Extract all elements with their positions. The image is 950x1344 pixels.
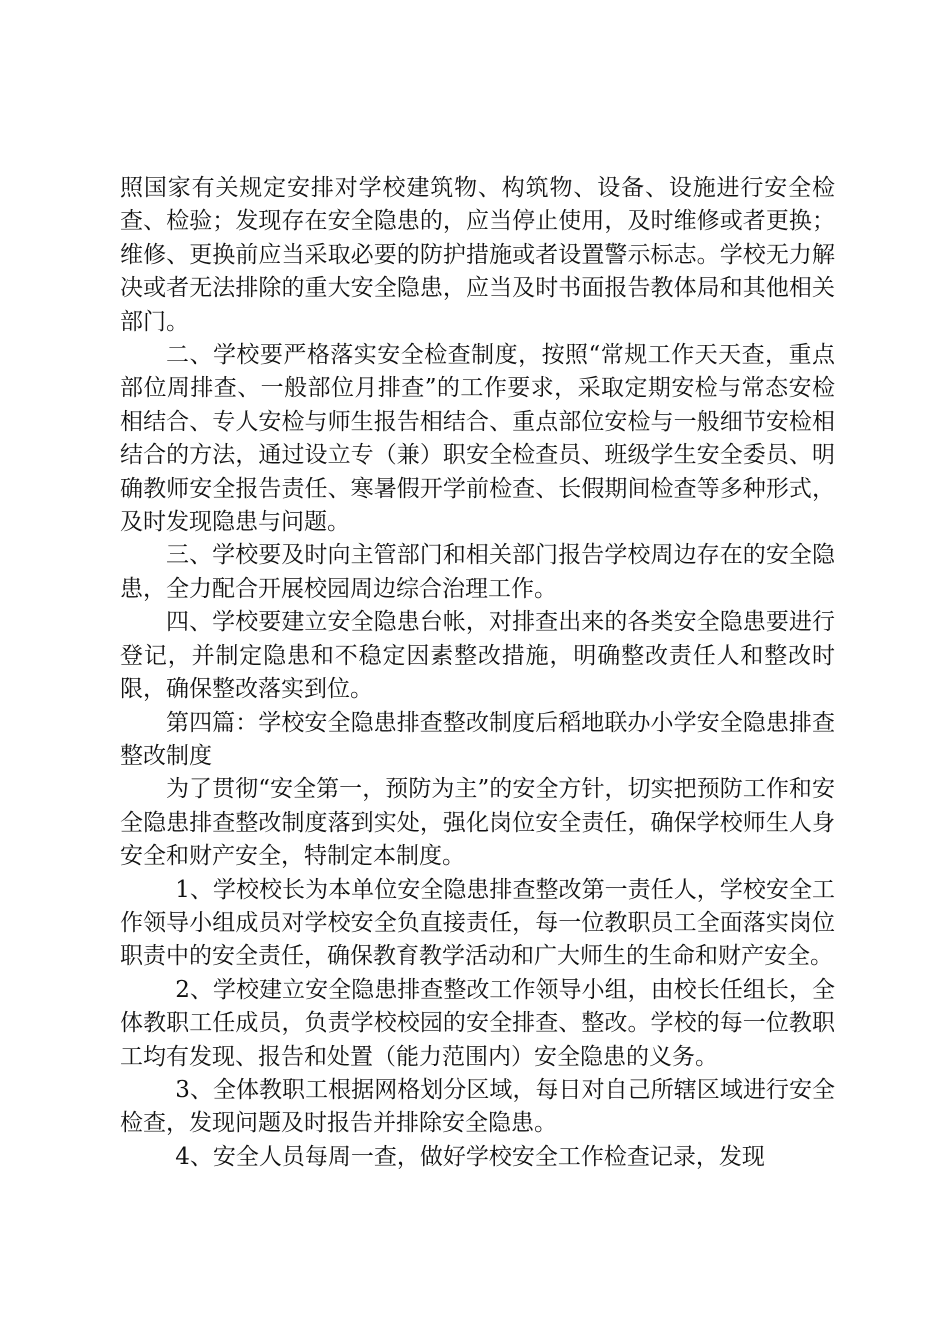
paragraph-item-3: 3、全体教职工根据网格划分区域，每日对自己所辖区域进行安全检查，发现问题及时报告并排除安全隐患。 — [120, 1076, 835, 1137]
paragraph-item-4: 4、安全人员每周一查，做好学校安全工作检查记录，发现 — [175, 1143, 765, 1170]
paragraph-section-4: 四、学校要建立安全隐患台帐，对排查出来的各类安全隐患要进行登记，并制定隐患和不稳定因素整改措施，明确整改责任人和整改时限，确保整改落实到位。 — [120, 609, 835, 703]
chapter-heading: 第四篇：学校安全隐患排查整改制度后稻地联办小学安全隐患排查整改制度 — [120, 709, 835, 769]
paragraph-section-3: 三、学校要及时向主管部门和相关部门报告学校周边存在的安全隐患，全力配合开展校园周边综合治理工作。 — [120, 542, 835, 602]
paragraph-intro: 为了贯彻“安全第一，预防为主”的安全方针，切实把预防工作和安全隐患排查整改制度落到实处，强化岗位安全责任，确保学校师生人身安全和财产安全，特制定本制度。 — [120, 776, 835, 870]
paragraph-section-2: 二、学校要严格落实安全检查制度，按照“常规工作天天查，重点部位周排查、一般部位月排查”的工作要求，采取定期安检与常态安检相结合、专人安检与师生报告相结合、重点部位安检与一般细节安检相结合的方法，通过设立专（兼）职安全检查员、班级学生安全委员、明确教师安全报告责任、寒暑假开学前检查、长假期间检查等多种形式，及时发现隐患与问题。 — [120, 342, 835, 536]
paragraph-item-1: 1、学校校长为本单位安全隐患排查整改第一责任人，学校安全工作领导小组成员对学校安全负直接责任，每一位教职员工全面落实岗位职责中的安全责任，确保教育教学活动和广大师生的生命和财产安全。 — [120, 876, 835, 970]
paragraph-item-2: 2、学校建立安全隐患排查整改工作领导小组，由校长任组长，全体教职工任成员，负责学校校园的安全排查、整改。学校的每一位教职工均有发现、报告和处置（能力范围内）安全隐患的义务。 — [120, 976, 835, 1070]
paragraph-continuation: 照国家有关规定安排对学校建筑物、构筑物、设备、设施进行安全检查、检验；发现存在安全隐患的，应当停止使用，及时维修或者更换；维修、更换前应当采取必要的防护措施或者设置警示标志。学校无力解决或者无法排除的重大安全隐患，应当及时书面报告教体局和其他相关部门。 — [120, 175, 835, 335]
document-page — [120, 172, 835, 1174]
